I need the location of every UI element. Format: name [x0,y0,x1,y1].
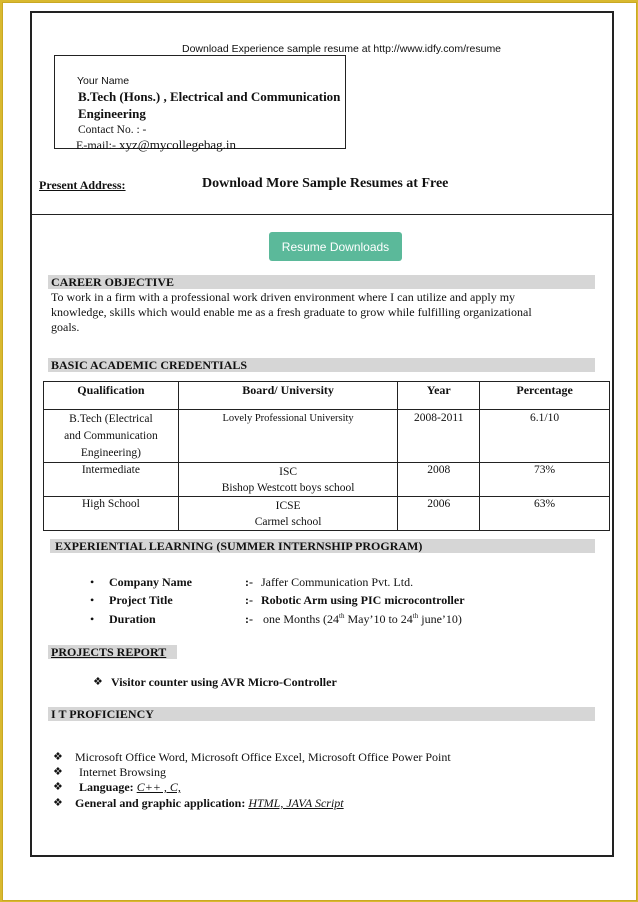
your-name: Your Name [77,75,130,87]
career-line-2: knowledge, skills which would enable me as a fresh graduate to grow while fulfilling organizational [51,305,532,319]
company-value: Jaffer Communication Pvt. Ltd. [261,575,414,589]
duration-part: May’10 to 24 [344,612,413,626]
present-address-label: Present Address: [39,178,126,192]
language-label: Language: [79,780,134,794]
board-cell [178,497,398,531]
name-box [54,55,346,152]
qualification-line: B.Tech (Electrical [69,413,153,425]
qualification-cell: Intermediate [44,463,179,497]
qualification-cell: High School [44,497,179,531]
table-row [44,463,610,497]
resume-frame [30,11,614,857]
divider [32,214,612,215]
it-heading: I T PROFICIENCY [48,707,595,721]
year-cell: 2006 [398,497,480,531]
table-row [44,497,610,531]
duration-part: june’10) [418,612,462,626]
year-cell: 2008 [398,463,480,497]
diamond-bullet-icon: ❖ [53,797,63,809]
year-cell: 2008-2011 [398,410,480,463]
company-label: Company Name [109,575,192,589]
board-cell [178,463,398,497]
duration-sep: :- [245,612,253,626]
board-line: ICSE [275,500,301,512]
col-board: Board/ University [178,382,398,410]
academic-table [43,381,610,531]
contact-number: Contact No. : - [78,124,147,136]
email-label: E-mail:- [76,138,116,152]
academic-heading: BASIC ACADEMIC CREDENTIALS [48,358,595,372]
duration-sup: th [412,612,419,620]
duration-part: one Months (24 [263,612,339,626]
qualification-line: Engineering) [80,447,141,459]
download-link-text[interactable]: Download Experience sample resume at http://www.idfy.com/resume [182,43,502,55]
qualification-line: and Communication [64,430,158,442]
project-item: Visitor counter using AVR Micro-Controller [111,675,337,689]
project-title-value: Robotic Arm using PIC microcontroller [261,593,465,607]
degree-line-1: B.Tech (Hons.) , Electrical and Communication [78,89,341,104]
career-line-3: goals. [51,320,80,334]
company-sep: :- [245,575,253,589]
percentage-cell: 63% [480,497,610,531]
download-more-link[interactable]: Download More Sample Resumes at Free [202,176,449,191]
diamond-bullet-icon: ❖ [53,751,63,763]
board-line: Bishop Westcott boys school [221,482,355,494]
qualification-cell [44,410,179,463]
career-line-1: To work in a firm with a professional work driven environment where I can utilize and apply my [51,290,516,304]
career-objective-heading: CAREER OBJECTIVE [48,275,595,289]
board-line: ISC [279,466,298,478]
percentage-cell: 73% [480,463,610,497]
duration-sup: th [339,612,345,620]
percentage-cell: 6.1/10 [480,410,610,463]
degree-line-2: Engineering [78,106,146,121]
projects-heading: PROJECTS REPORT [48,645,177,659]
it-item-language [79,780,181,795]
email-value: xyz@mycollegebag.in [118,137,237,152]
graphic-label: General and graphic application: [75,796,246,810]
diamond-bullet-icon: ❖ [53,781,63,793]
internship-heading: EXPERIENTIAL LEARNING (SUMMER INTERNSHIP PROGRAM) [50,539,595,553]
col-qualification: Qualification [44,382,179,410]
table-row [44,410,610,463]
bullet-icon: • [90,575,95,589]
bullet-icon: • [90,612,95,626]
col-percentage: Percentage [480,382,610,410]
project-title-label: Project Title [109,593,173,607]
duration-value [263,612,462,627]
bullet-icon: • [90,593,95,607]
col-year: Year [398,382,480,410]
it-item-office: Microsoft Office Word, Microsoft Office Excel, Microsoft Office Power Point [75,750,451,764]
graphic-value: HTML, JAVA Script [248,796,344,810]
diamond-bullet-icon: ❖ [93,676,103,688]
it-item-graphic [75,796,344,811]
table-header-row [44,382,610,410]
resume-page [2,2,637,901]
diamond-bullet-icon: ❖ [53,766,63,778]
project-title-sep: :- [245,593,253,607]
duration-label: Duration [109,612,156,626]
board-line: Carmel school [254,516,322,528]
email-line [76,137,236,153]
board-cell: Lovely Professional University [178,410,398,463]
it-item-browsing: Internet Browsing [79,765,166,779]
language-value: C++ , C, [136,780,181,794]
resume-downloads-button[interactable]: Resume Downloads [269,232,402,261]
